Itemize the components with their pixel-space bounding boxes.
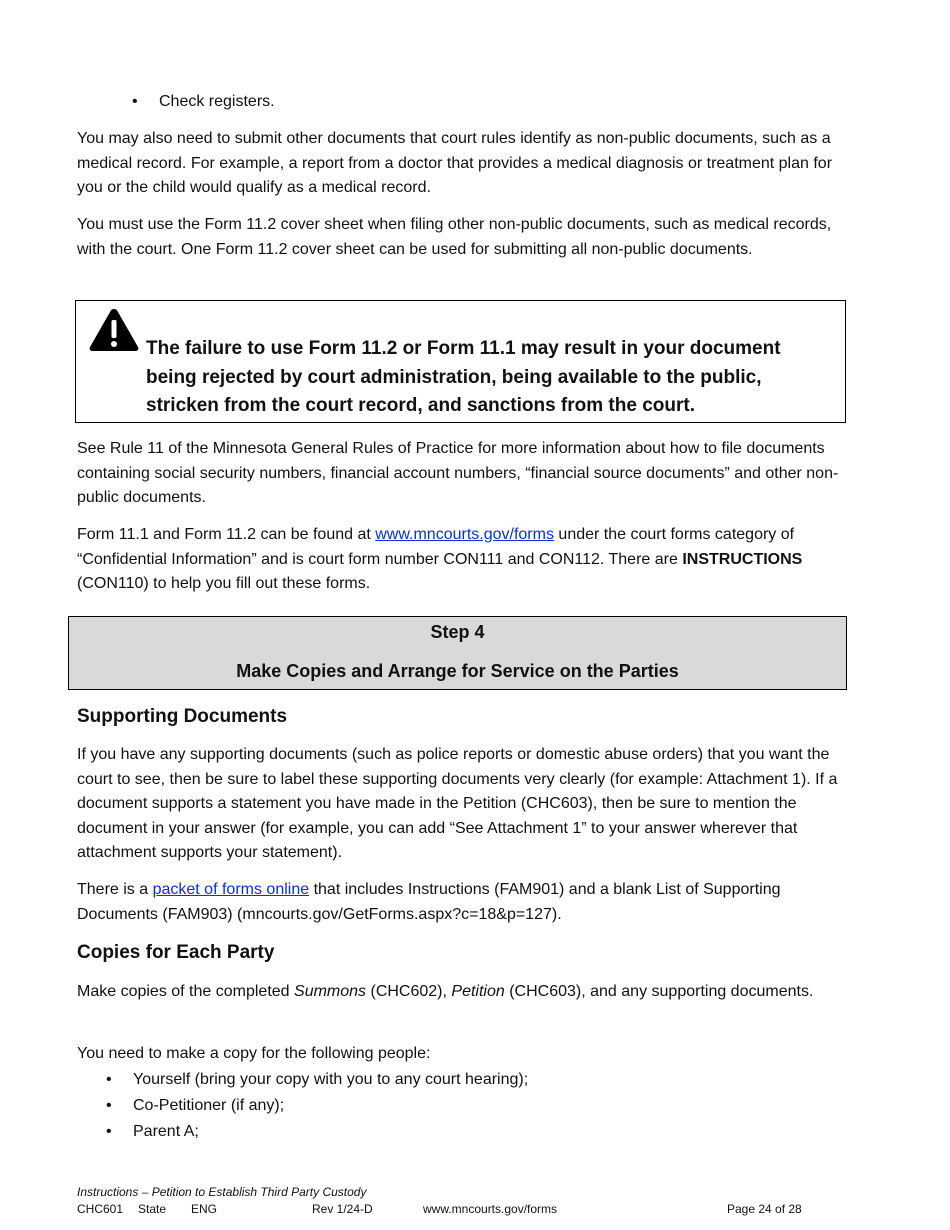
step-header-box — [68, 616, 847, 690]
paragraph-packet-of-forms — [77, 878, 847, 927]
packet-of-forms-link[interactable]: packet of forms online — [152, 881, 310, 898]
footer-title: Instructions – Petition to Establish Third Party Custody — [77, 1185, 367, 1199]
text-span: that includes Instructions (FAM901) and a blank List of Supporting Documents (FAM903) (mncourts.gov/GetForms.aspx?c=18&p=127). — [77, 881, 781, 923]
paragraph-other-documents: You may also need to submit other documents that court rules identify as non-public documents, such as a medical record. For example, a report from a doctor that provides a medical diagnosis or treatment plan for you or the child would qualify as a medical record. — [77, 130, 833, 196]
step-number: Step 4 — [430, 622, 485, 642]
list-item — [132, 90, 275, 114]
paragraph-forms-location — [77, 523, 847, 597]
text-span: Make copies of the completed — [77, 983, 295, 1000]
list-item-text: Parent A; — [133, 1123, 199, 1140]
footer-language: ENG — [191, 1202, 218, 1216]
petition-italic: Petition — [451, 983, 505, 1000]
step-title: Make Copies and Arrange for Service on the Parties — [236, 661, 679, 681]
copies-heading: Copies for Each Party — [77, 942, 275, 963]
supporting-documents-heading: Supporting Documents — [77, 706, 288, 727]
list-item-text: Co-Petitioner (if any); — [133, 1097, 285, 1114]
page-footer — [77, 1184, 837, 1218]
instructions-bold: INSTRUCTIONS — [682, 550, 803, 568]
footer-page-number: Page 24 of 28 — [727, 1202, 802, 1216]
bullet: • — [132, 93, 138, 110]
footer-state: State — [138, 1202, 167, 1216]
list-item — [106, 1067, 528, 1093]
paragraph-cover-sheet: You must use the Form 11.2 cover sheet when filing other non-public documents, such as medical records, with the court. One Form 11.2 cover sheet can be used for submitting all non-public documents. — [77, 216, 832, 258]
footer-url: www.mncourts.gov/forms — [423, 1202, 558, 1216]
bullet: • — [106, 1123, 112, 1140]
text-span: (CHC603), and any supporting documents. — [504, 983, 814, 1000]
footer-row — [77, 1201, 837, 1218]
list-item — [106, 1093, 528, 1119]
text-span: (CHC602), — [366, 983, 452, 1000]
paragraph-make-copies — [77, 980, 847, 1005]
summons-italic: Summons — [294, 983, 367, 1000]
paragraph-rule-11: See Rule 11 of the Minnesota General Rules of Practice for more information about how to file documents containing social security numbers, financial account numbers, “financial source documents” and other non-public documents. — [77, 440, 839, 506]
footer-revision: Rev 1/24-D — [312, 1202, 373, 1216]
bullet: • — [106, 1071, 112, 1088]
mncourts-forms-link[interactable]: www.mncourts.gov/forms — [375, 526, 554, 543]
warning-triangle-icon — [88, 307, 140, 353]
warning-box — [75, 300, 846, 423]
text-span: There is a — [77, 881, 153, 898]
copies-list — [106, 1067, 528, 1145]
bullet: • — [106, 1097, 112, 1114]
paragraph-supporting-documents: If you have any supporting documents (such as police reports or domestic abuse orders) that you want the court to see, then be sure to label these supporting documents very clearly (for example: Attachment 1). If a document supports a statement you have made in the Petition (CHC603), then be sure to mention the document in your answer (for example, you can add “See Attachment 1” to your answer wherever that attachment supports your statement). — [77, 746, 838, 861]
text-span: under the court forms category of “Confidential Information” and is court form number CON111 and CON112. There are — [77, 526, 795, 568]
list-item-text: Check registers. — [159, 93, 275, 110]
text-span: (CON110) to help you fill out these forms. — [77, 575, 371, 592]
text-span: Form 11.1 and Form 11.2 can be found at — [77, 526, 376, 543]
warning-text: The failure to use Form 11.2 or Form 11.1 may result in your document being rejected by court administration, being available to the public, stricken from the court record, and sanctions from the court. — [146, 338, 781, 416]
paragraph-copy-intro: You need to make a copy for the following people: — [77, 1045, 431, 1062]
list-item — [106, 1119, 528, 1145]
footer-form-code: CHC601 — [77, 1202, 124, 1216]
list-item-text: Yourself (bring your copy with you to any court hearing); — [133, 1071, 529, 1088]
